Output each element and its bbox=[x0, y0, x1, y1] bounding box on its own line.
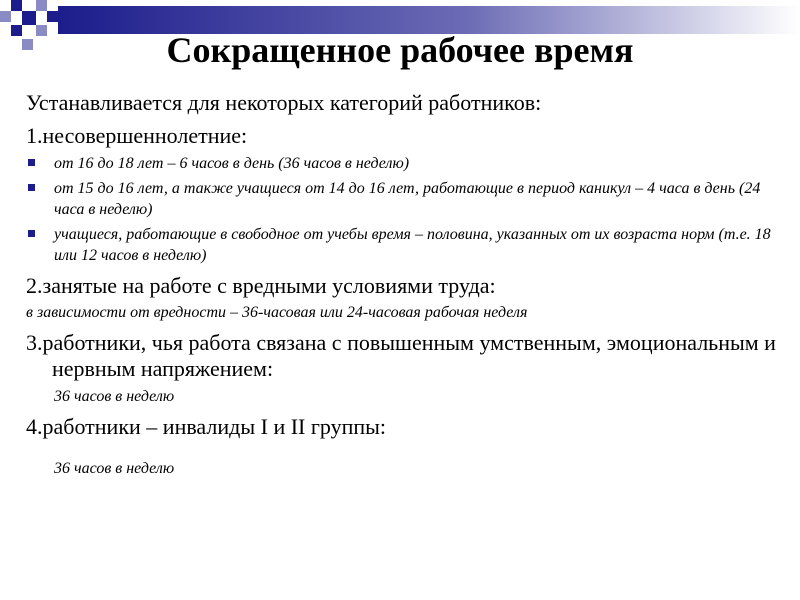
deco-square bbox=[47, 11, 58, 22]
deco-square bbox=[36, 0, 47, 11]
list-item bbox=[26, 153, 786, 174]
item-note-3: 36 часов в неделю bbox=[54, 388, 175, 405]
item-note-2: в зависимости от вредности – 36-часовая или 24-часовая рабочая неделя bbox=[26, 304, 528, 321]
bullet-square-icon bbox=[28, 159, 35, 166]
bullet-text: от 15 до 16 лет, а также учащиеся от 14 до 16 лет, работающие в период каникул – 4 часа в день (24 часа в неделю) bbox=[54, 180, 761, 218]
bullet-square-icon bbox=[28, 230, 35, 237]
item-heading-4: 4.работники – инвалиды I и II группы: bbox=[26, 414, 387, 439]
bullet-text: от 16 до 18 лет – 6 часов в день (36 часов в неделю) bbox=[54, 155, 410, 172]
item-heading-1: 1.несовершеннолетние: bbox=[26, 123, 248, 148]
item-heading-3: 3.работники, чья работа связана с повышенным умственным, эмоциональным и нервным напряжением: bbox=[26, 330, 776, 381]
intro-text: Устанавливается для некоторых категорий работников: bbox=[26, 90, 542, 115]
slide-title: Сокращенное рабочее время bbox=[166, 30, 634, 70]
item-note-4: 36 часов в неделю bbox=[54, 460, 175, 477]
list-item bbox=[26, 178, 786, 220]
item-heading-2: 2.занятые на работе с вредными условиями труда: bbox=[26, 273, 496, 298]
deco-square bbox=[11, 0, 22, 11]
deco-square bbox=[0, 11, 11, 22]
bullet-square-icon bbox=[28, 184, 35, 191]
deco-square bbox=[22, 11, 36, 25]
bullet-text: учащиеся, работающие в свободное от учебы время – половина, указанных от их возраста норм (т.е. 18 или 12 часов в неделю) bbox=[54, 226, 771, 264]
list-item bbox=[26, 224, 786, 266]
slide-body bbox=[26, 84, 786, 479]
